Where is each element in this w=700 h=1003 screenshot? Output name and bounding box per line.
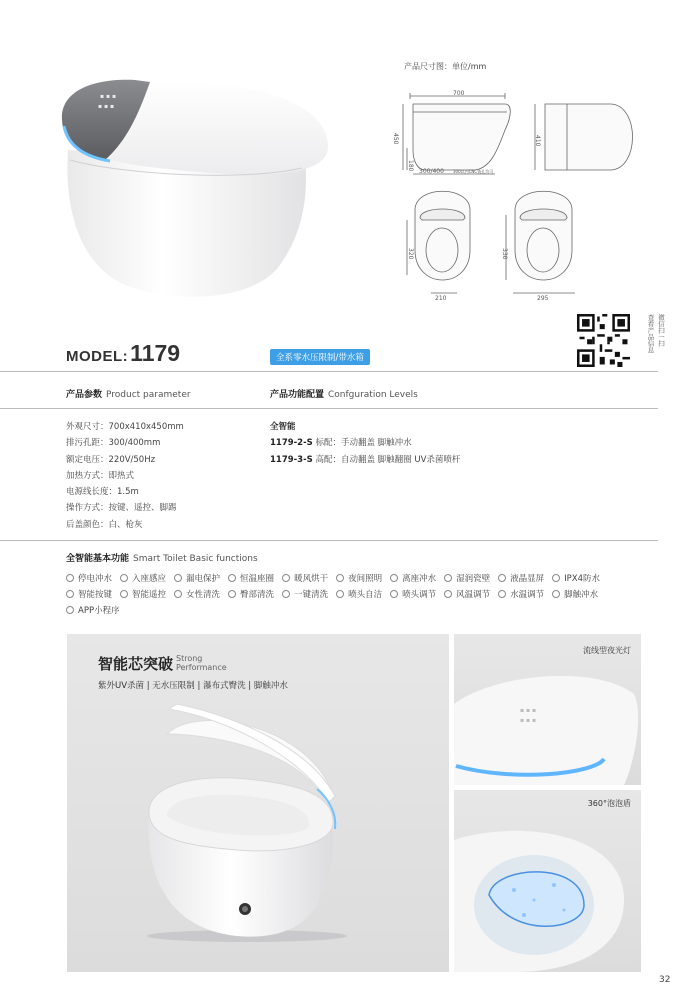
- feature-item: APP小程序: [66, 604, 120, 616]
- feature-item: 恒温座圈: [228, 572, 274, 584]
- dim-700: 700: [453, 90, 465, 97]
- feature-item: 智能遥控: [120, 588, 166, 600]
- dim-210: 210: [435, 295, 447, 302]
- feature-item: 喷头自洁: [336, 588, 382, 600]
- feature-item: 漏电保护: [174, 572, 220, 584]
- bubble-bowl-image: [454, 810, 641, 972]
- config-desc: 标配：手动翻盖 脚触冲水: [312, 438, 412, 449]
- qr-caption-line: 查看产品信息: [646, 314, 655, 353]
- svg-text:▪ ▪ ▪: ▪ ▪ ▪: [100, 93, 117, 100]
- model-label: MODEL:: [66, 348, 129, 365]
- main-photo: [67, 634, 449, 972]
- divider: [0, 408, 658, 409]
- main-photo-en: [176, 654, 227, 672]
- feature-item: 入座感应: [120, 572, 166, 584]
- bubble-shield-photo: [454, 790, 641, 972]
- qr-caption-line: 微信扫一扫: [657, 314, 665, 347]
- feature-item: 液晶显屏: [498, 572, 544, 584]
- basic-heading: [66, 551, 258, 564]
- night-light-caption: 流线型夜光灯: [583, 646, 631, 655]
- spec-item: 电源线长度：1.5m: [66, 487, 139, 498]
- config-row: [270, 452, 460, 468]
- night-light-photo: [454, 634, 641, 785]
- qr-code: [577, 314, 630, 367]
- qr-caption: [635, 314, 665, 353]
- spec-item: 外观尺寸：700x410x450mm: [66, 422, 184, 432]
- config-list: [270, 419, 460, 468]
- feature-item: 脚触冲水: [552, 588, 598, 600]
- dim-330: 330: [501, 248, 508, 260]
- feature-list: [66, 572, 646, 616]
- main-photo-en-line: Performance: [176, 663, 227, 672]
- feature-item: 离座冲水: [390, 572, 436, 584]
- main-photo-heading: [98, 653, 173, 674]
- dim-180: 180: [407, 160, 414, 172]
- dimension-title: 产品尺寸图：单位/mm: [404, 62, 487, 71]
- spec-item: 后盖颜色：白、枪灰: [66, 519, 143, 530]
- config-code: 1179-3-S: [270, 454, 313, 465]
- feature-item: 一键清洗: [282, 588, 328, 600]
- spec-item: 额定电压：220V/50Hz: [66, 454, 156, 465]
- feature-badge: 全系零水压限制/带水箱: [270, 349, 370, 365]
- model-number: 1179: [130, 340, 181, 366]
- dim-410: 410: [534, 135, 541, 147]
- svg-text:▪ ▪ ▪: ▪ ▪ ▪: [520, 717, 537, 724]
- model-heading: [66, 340, 180, 367]
- feature-item: 女性清洗: [174, 588, 220, 600]
- params-heading: [66, 387, 191, 400]
- params-title-en: Product parameter: [106, 390, 191, 400]
- bubble-shield-caption: 360°泡泡盾: [587, 799, 631, 808]
- config-heading: [270, 387, 418, 400]
- spec-item: 加热方式：即热式: [66, 470, 135, 481]
- spec-list: [66, 419, 184, 533]
- page-number: 32: [659, 975, 671, 985]
- main-photo-title: 智能芯突破: [98, 655, 174, 673]
- feature-item: 停电冲水: [66, 572, 112, 584]
- main-photo-subtitle: 紫外UV杀菌 | 无水压限制 | 瀑布式臀洗 | 脚触冲水: [98, 681, 288, 691]
- divider: [0, 371, 658, 372]
- main-photo-en-line: Strong: [176, 654, 203, 663]
- params-title: 产品参数: [66, 390, 103, 400]
- dim-320: 320: [407, 248, 414, 260]
- spec-item: 排污孔距：300/400mm: [66, 438, 161, 449]
- feature-item: 暖风烘干: [282, 572, 328, 584]
- feature-item: 夜间照明: [336, 572, 382, 584]
- config-title: 产品功能配置: [270, 390, 325, 400]
- dim-295: 295: [537, 295, 549, 302]
- dim-450: 450: [392, 133, 399, 145]
- dim-outlet: 300/400: [419, 168, 444, 175]
- feature-item: 风温调节: [444, 588, 490, 600]
- hero-toilet-image: [40, 60, 340, 310]
- dimension-drawings: [392, 90, 675, 305]
- config-head: 全智能: [270, 422, 296, 432]
- feature-item: 水温调节: [498, 588, 544, 600]
- config-desc: 高配：自动翻盖 脚触翻圈 UV杀菌喷杆: [312, 454, 461, 465]
- divider: [0, 540, 658, 541]
- feature-item: 智能按键: [66, 588, 112, 600]
- config-code: 1179-2-S: [270, 438, 313, 449]
- config-title-en: Confguration Levels: [328, 390, 418, 400]
- feature-item: 臀部清洗: [228, 588, 274, 600]
- basic-title: 全智能基本功能: [66, 554, 130, 564]
- feature-item: IPX4防水: [552, 572, 600, 584]
- night-light-toilet-image: [454, 664, 641, 785]
- svg-text:▪ ▪ ▪: ▪ ▪ ▪: [520, 707, 537, 714]
- open-lid-toilet-image: [137, 704, 357, 944]
- basic-title-en: Smart Toilet Basic functions: [133, 554, 258, 564]
- spec-item: 操作方式：按键、遥控、脚踢: [66, 503, 177, 514]
- dim-note: 300以内CNC铣孔均可: [453, 169, 494, 174]
- feature-item: 喷头调节: [390, 588, 436, 600]
- feature-item: 湿润瓷壁: [444, 572, 490, 584]
- config-row: [270, 435, 460, 451]
- svg-text:▪ ▪ ▪: ▪ ▪ ▪: [98, 103, 115, 110]
